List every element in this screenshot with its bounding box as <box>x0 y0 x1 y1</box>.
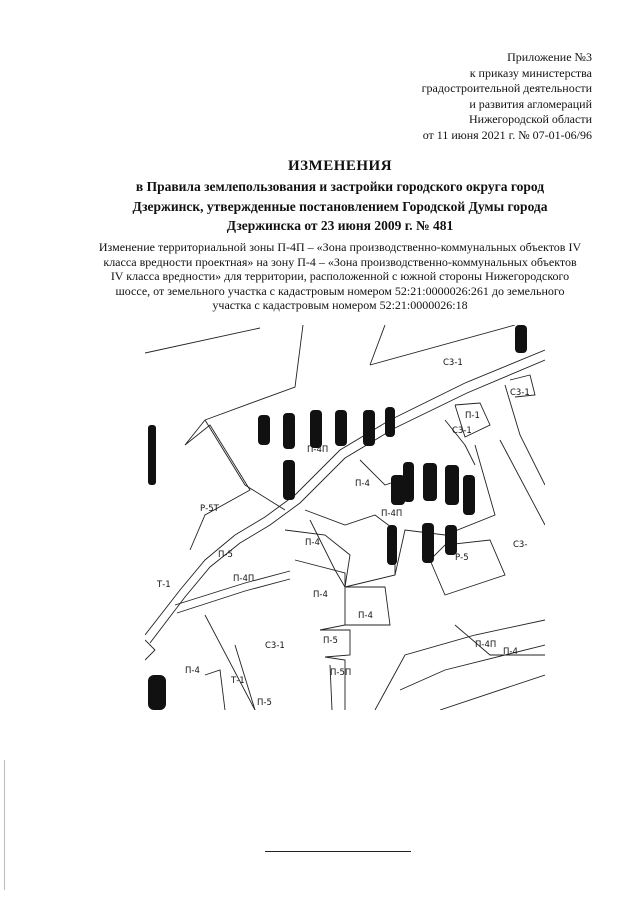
header-line: от 11 июня 2021 г. № 07-01-06/96 <box>422 127 592 142</box>
building <box>283 460 295 500</box>
zone-label: Р-5Т <box>200 504 219 514</box>
building <box>283 413 295 449</box>
zone-label: С3- <box>513 540 528 550</box>
boundary-line <box>325 657 345 710</box>
building <box>335 410 347 446</box>
header-line: к приказу министерства <box>469 65 592 80</box>
title-line: Дзержинска от 23 июня 2009 г. № 481 <box>226 218 454 233</box>
building <box>258 415 270 445</box>
boundary-line <box>500 440 545 525</box>
change-description <box>80 240 600 313</box>
zone-boundaries <box>145 325 545 710</box>
building <box>391 475 405 505</box>
title-line: Дзержинск, утвержденные постановлением Городской Думы города <box>132 198 548 214</box>
zone-label: Т-1 <box>157 580 171 590</box>
building <box>387 525 397 565</box>
title-line: в Правила землепользования и застройки городского округа город <box>135 179 545 194</box>
building <box>422 523 434 563</box>
zone-label: П-4 <box>355 479 370 489</box>
boundary-line <box>205 325 303 420</box>
header-line: градостроительной деятельности <box>421 81 592 96</box>
zone-label: С3-1 <box>452 426 472 436</box>
building <box>463 475 475 515</box>
building <box>310 410 322 448</box>
approval-header <box>292 50 592 144</box>
zoning-map <box>145 325 545 710</box>
boundary-line <box>430 540 505 595</box>
zone-label: Р-5 <box>455 553 469 563</box>
boundary-line <box>145 328 260 353</box>
building <box>403 462 414 502</box>
zone-label: П-4 <box>185 666 200 676</box>
zone-label: Т-1 <box>231 676 245 686</box>
building <box>148 425 156 485</box>
road-line <box>235 350 545 535</box>
description-line: класса вредности проектная» на зону П-4 – «Зона производственно-коммунальных объектов <box>103 254 577 269</box>
building <box>385 407 395 437</box>
description-line: IV класса вредности» для территории, расположенной с южной стороны Нижегородского <box>110 269 570 284</box>
zone-label: П-4 <box>305 538 320 548</box>
description-line: шоссе, от земельного участка с кадастровым номером 52:21:0000026:261 до земельного <box>115 283 565 298</box>
boundary-line <box>345 445 495 587</box>
zone-label: П-5П <box>330 668 352 678</box>
document-title <box>60 157 620 235</box>
road-line <box>177 579 290 613</box>
header-line: Нижегородской области <box>468 112 592 127</box>
zone-label: П-4П <box>233 574 255 584</box>
boundary-line <box>370 325 385 365</box>
boundary-line <box>440 675 545 710</box>
description-line: Изменение территориальной зоны П-4П – «Зона производственно-коммунальных объектов IV <box>98 240 582 254</box>
boundary-line <box>505 385 545 485</box>
zone-label: П-4 <box>358 611 373 621</box>
zone-label: П-4 <box>313 590 328 600</box>
zone-label: С3-1 <box>510 388 530 398</box>
building <box>363 410 375 446</box>
boundary-line <box>310 520 345 587</box>
boundary-line <box>205 420 285 510</box>
building <box>423 463 437 501</box>
zone-label: П-4П <box>475 640 497 650</box>
building <box>445 465 459 505</box>
building <box>445 525 457 555</box>
zone-label: П-1 <box>465 411 480 421</box>
buildings <box>148 325 527 710</box>
boundary-line <box>375 620 545 710</box>
scan-edge <box>4 760 5 890</box>
zone-label: П-5 <box>323 636 338 646</box>
zone-label: П-4П <box>307 445 329 455</box>
zone-label: П-4П <box>381 509 403 519</box>
boundary-line <box>205 615 255 710</box>
building <box>148 675 166 710</box>
zone-label: С3-1 <box>443 358 463 368</box>
zone-label: П-4 <box>503 647 518 657</box>
zone-label: П-5 <box>218 550 233 560</box>
zone-label: П-5 <box>257 698 272 708</box>
footer-divider <box>265 851 411 852</box>
description-line: участка с кадастровым номером 52:21:0000026:18 <box>212 298 468 313</box>
boundary-line <box>400 645 545 690</box>
boundary-line <box>205 670 225 710</box>
building <box>515 325 527 353</box>
title-main: ИЗМЕНЕНИЯ <box>287 158 393 174</box>
header-line: Приложение №3 <box>507 50 592 64</box>
header-line: и развития агломераций <box>469 96 592 111</box>
zone-label: С3-1 <box>265 641 285 651</box>
